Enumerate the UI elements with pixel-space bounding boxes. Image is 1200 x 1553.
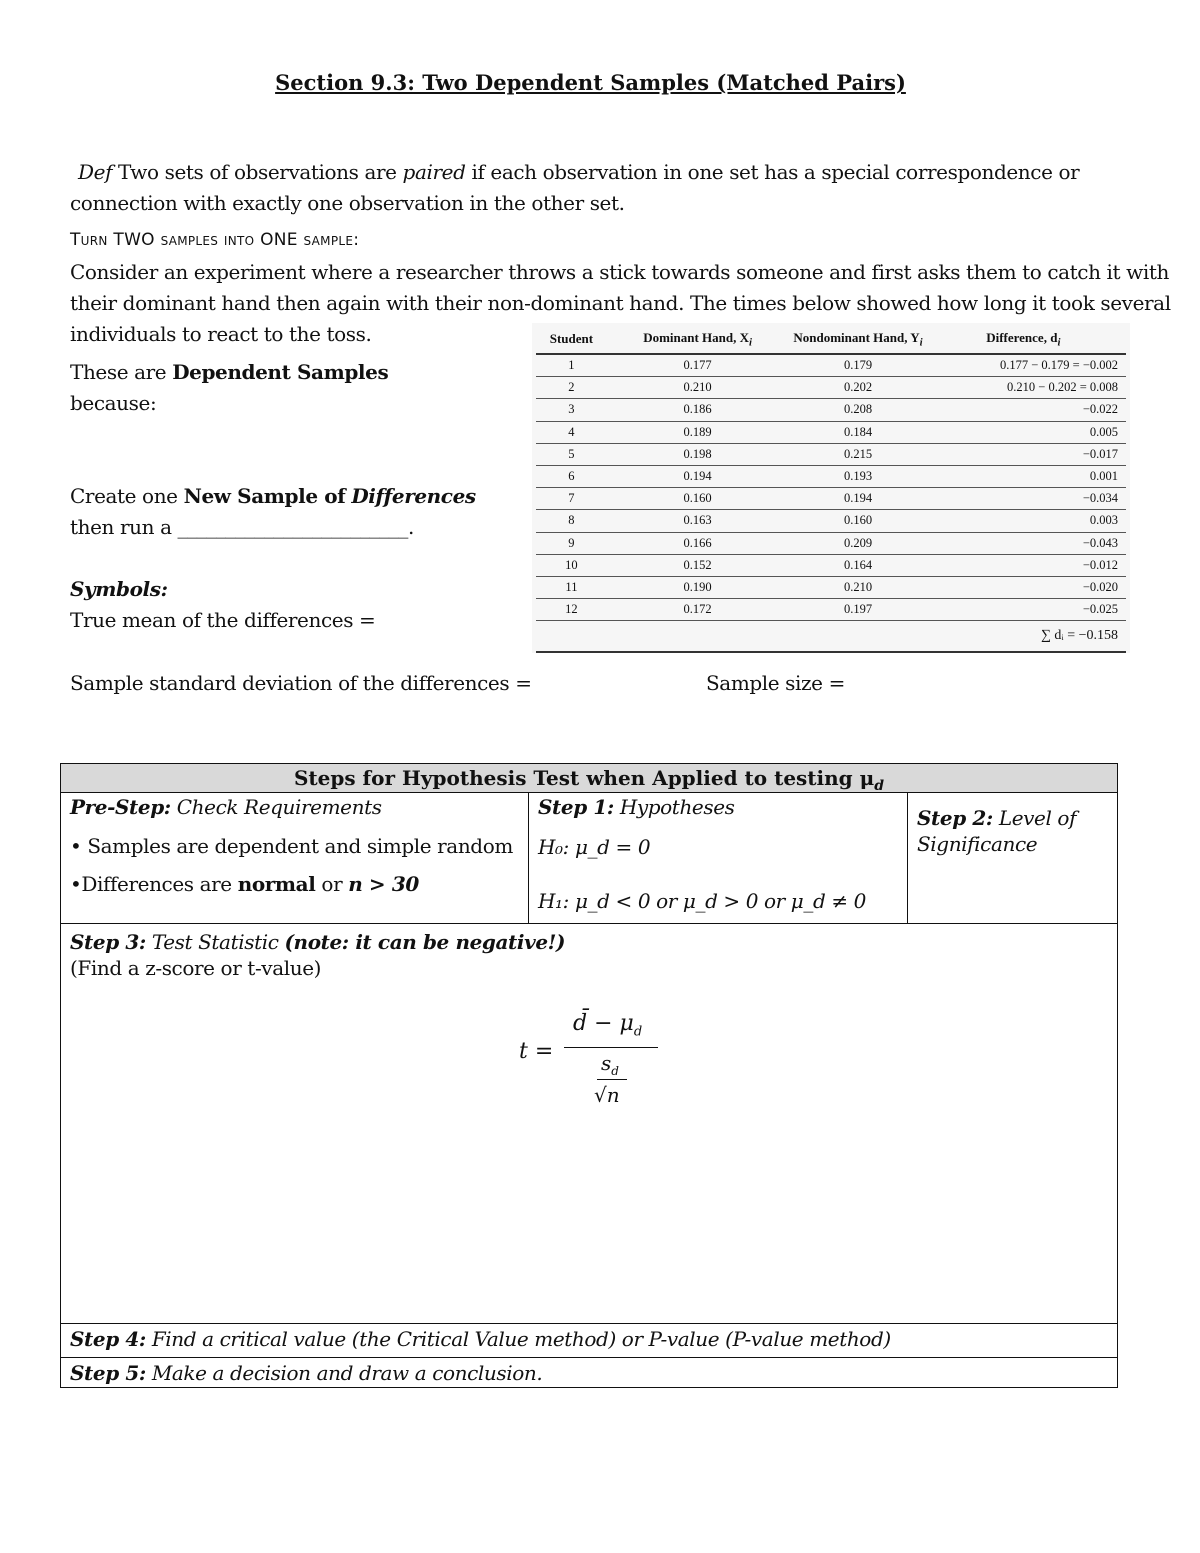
cell-dominant: 0.163	[607, 510, 789, 532]
cell-student: 2	[536, 377, 607, 399]
table-row	[536, 532, 1126, 554]
cell-student: 4	[536, 421, 607, 443]
step3-subtitle: (Find a z-score or t-value)	[70, 956, 322, 980]
paired-data-table	[532, 323, 1130, 653]
table-header-row	[536, 325, 1126, 354]
new-sample-line	[70, 481, 476, 512]
dependent-bold: Dependent Samples	[172, 360, 389, 384]
hypothesis-steps-box	[60, 763, 1118, 1388]
cell-difference: −0.012	[928, 554, 1126, 576]
cell-difference: −0.020	[928, 576, 1126, 598]
header-nondominant: Nondominant Hand, $Y_i$	[788, 325, 927, 354]
definition-line-2: connection with exactly one observation in the other set.	[70, 191, 625, 215]
table-row	[536, 554, 1126, 576]
cell-dominant: 0.189	[607, 421, 789, 443]
table-row	[536, 399, 1126, 421]
step3-title: Step 3: Test Statistic (note: it can be negative!)	[70, 930, 566, 954]
cell-nondominant: 0.160	[788, 510, 927, 532]
experiment-line-1: Consider an experiment where a researcher throws a stick towards someone and first asks them to catch it with	[70, 260, 1169, 284]
cell-nondominant: 0.179	[788, 354, 927, 377]
cell-nondominant: 0.197	[788, 599, 927, 621]
table-row	[536, 576, 1126, 598]
cell-nondominant: 0.210	[788, 576, 927, 598]
cell-nondominant: 0.184	[788, 421, 927, 443]
cell-dominant: 0.190	[607, 576, 789, 598]
then-run-line: then run a ________________________.	[70, 515, 414, 539]
formula-denominator-top: $s_d$	[601, 1051, 619, 1078]
cell-difference: −0.034	[928, 488, 1126, 510]
cell-student: 8	[536, 510, 607, 532]
prestep-title: Pre-Step: Check Requirements	[70, 795, 382, 819]
step2-significance: Significance	[917, 832, 1038, 856]
formula-lhs: t =	[519, 1039, 554, 1064]
cell-dominant: 0.198	[607, 443, 789, 465]
table-row	[536, 510, 1126, 532]
cell-difference: 0.005	[928, 421, 1126, 443]
table-sum-row	[536, 621, 1126, 653]
turn-two-heading: Turn TWO samples into ONE sample:	[70, 230, 360, 250]
dependent-line	[70, 357, 388, 388]
data-table	[536, 325, 1126, 653]
cell-student: 12	[536, 599, 607, 621]
steps-header: Steps for Hypothesis Test when Applied to testing $\mu_d$	[61, 764, 1117, 792]
cell-dominant: 0.210	[607, 377, 789, 399]
true-mean-label: True mean of the differences =	[70, 608, 376, 632]
cell-dominant: 0.152	[607, 554, 789, 576]
cell-difference: −0.017	[928, 443, 1126, 465]
cell-difference: −0.043	[928, 532, 1126, 554]
cell-nondominant: 0.164	[788, 554, 927, 576]
cell-difference: 0.210 − 0.202 = 0.008	[928, 377, 1126, 399]
sample-size-label: Sample size =	[706, 671, 845, 695]
step5-row: Step 5: Make a decision and draw a conclusion.	[70, 1361, 543, 1385]
cell-nondominant: 0.209	[788, 532, 927, 554]
formula-numerator: d̄ − $\mu_d$	[573, 1011, 643, 1040]
cell-dominant: 0.160	[607, 488, 789, 510]
def-label: Def	[78, 160, 113, 184]
cell-student: 11	[536, 576, 607, 598]
cell-student: 7	[536, 488, 607, 510]
t-statistic-formula	[519, 1007, 669, 1127]
paired-word: paired	[402, 160, 466, 184]
table-row	[536, 421, 1126, 443]
cell-nondominant: 0.215	[788, 443, 927, 465]
cell-student: 5	[536, 443, 607, 465]
cell-student: 9	[536, 532, 607, 554]
cell-nondominant: 0.208	[788, 399, 927, 421]
sum-of-differences: ∑ dᵢ = −0.158	[536, 621, 1126, 653]
cell-dominant: 0.194	[607, 465, 789, 487]
step2-title: Step 2: Level of	[917, 806, 1077, 830]
new-sample-bold: New Sample of	[183, 484, 346, 508]
cell-difference: −0.022	[928, 399, 1126, 421]
experiment-line-2: their dominant hand then again with their non-dominant hand. The times below showed how long it took several	[70, 291, 1171, 315]
sample-sd-label: Sample standard deviation of the differences =	[70, 671, 532, 695]
prestep-bullet-2: •Differences are normal or n > 30	[70, 872, 419, 896]
formula-denominator-bottom: √n	[594, 1083, 620, 1107]
header-student: Student	[536, 325, 607, 354]
cell-student: 3	[536, 399, 607, 421]
cell-student: 6	[536, 465, 607, 487]
cell-difference: 0.177 − 0.179 = −0.002	[928, 354, 1126, 377]
new-sample-prefix: Create one	[70, 484, 178, 508]
definition-text-2: if each observation in one set has a special correspondence or	[471, 160, 1080, 184]
cell-dominant: 0.166	[607, 532, 789, 554]
cell-nondominant: 0.193	[788, 465, 927, 487]
dependent-prefix: These are	[70, 360, 167, 384]
table-row	[536, 354, 1126, 377]
cell-dominant: 0.172	[607, 599, 789, 621]
page-title: Section 9.3: Two Dependent Samples (Matched Pairs)	[275, 70, 906, 95]
table-row	[536, 377, 1126, 399]
step4-row: Step 4: Find a critical value (the Critical Value method) or P-value (P-value method)	[70, 1327, 891, 1351]
cell-difference: 0.003	[928, 510, 1126, 532]
cell-student: 10	[536, 554, 607, 576]
experiment-line-3: individuals to react to the toss.	[70, 322, 372, 346]
header-dominant: Dominant Hand, $X_i$	[607, 325, 789, 354]
table-row	[536, 599, 1126, 621]
prestep-bullet-1: • Samples are dependent and simple random	[70, 834, 513, 858]
cell-dominant: 0.177	[607, 354, 789, 377]
cell-dominant: 0.186	[607, 399, 789, 421]
because-line: because:	[70, 391, 157, 415]
cell-nondominant: 0.202	[788, 377, 927, 399]
symbols-heading: Symbols:	[70, 577, 168, 601]
header-difference: Difference, $d_i$	[928, 325, 1126, 354]
step1-title: Step 1: Hypotheses	[538, 795, 735, 819]
alternative-hypothesis: H₁: μ_d < 0 or μ_d > 0 or μ_d ≠ 0	[538, 889, 866, 913]
cell-nondominant: 0.194	[788, 488, 927, 510]
table-row	[536, 488, 1126, 510]
cell-difference: −0.025	[928, 599, 1126, 621]
null-hypothesis: H₀: μ_d = 0	[538, 835, 651, 859]
definition-line-1	[78, 157, 1079, 188]
cell-difference: 0.001	[928, 465, 1126, 487]
table-row	[536, 465, 1126, 487]
new-sample-differences: Differences	[351, 484, 476, 508]
definition-text-1: Two sets of observations are	[118, 160, 397, 184]
cell-student: 1	[536, 354, 607, 377]
table-row	[536, 443, 1126, 465]
